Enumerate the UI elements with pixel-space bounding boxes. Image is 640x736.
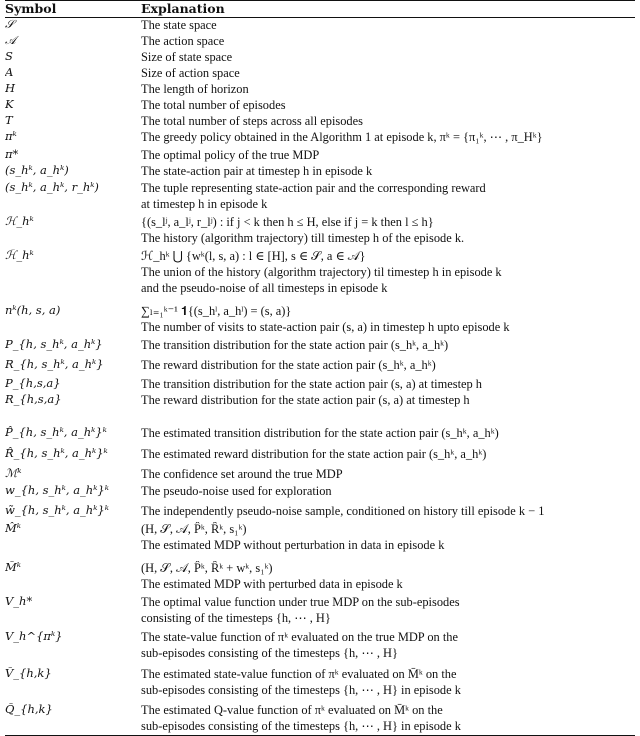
explanation-line: The history (algorithm trajectory) till timestep h of the episode k. <box>141 231 465 245</box>
explanation-line: The state-action pair at timestep h in episode k <box>141 164 373 178</box>
symbol-cell: V_h* <box>5 595 33 608</box>
symbol-cell: (s_hᵏ, a_hᵏ) <box>5 164 69 177</box>
symbol-cell: K <box>5 98 14 111</box>
explanation-line: The tuple representing state-action pair and the corresponding reward <box>141 181 486 195</box>
symbol-cell: 𝒜 <box>5 34 16 47</box>
symbol-cell: A <box>5 66 14 79</box>
symbol-cell: πᵏ <box>5 130 17 143</box>
symbol-cell: P_{h,s,a} <box>5 377 61 390</box>
symbol-cell: M̄ᵏ <box>5 561 21 574</box>
explanation-line: Size of action space <box>141 66 240 80</box>
explanation-line: The estimated transition distribution for the state action pair (s_hᵏ, a_hᵏ) <box>141 426 499 440</box>
symbol-cell: 𝒮 <box>5 18 14 31</box>
explanation-line: The estimated MDP without perturbation in data in episode k <box>141 538 445 552</box>
explanation-line: at timestep h in episode k <box>141 197 268 211</box>
explanation-line: {(s_lʲ, a_lʲ, r_lʲ) : if j < k then h ≤ H, else if j = k then l ≤ h} <box>141 215 434 229</box>
symbol-cell: V_h^{πᵏ} <box>5 630 63 643</box>
explanation-line: The transition distribution for the state action pair (s_hᵏ, a_hᵏ) <box>141 338 449 352</box>
explanation-line: The optimal policy of the true MDP <box>141 148 320 162</box>
symbol-cell: Q̄_{h,k} <box>5 703 53 716</box>
explanation-line: The confidence set around the true MDP <box>141 467 343 481</box>
explanation-line: The optimal value function under true MDP on the sub-episodes <box>141 595 460 609</box>
explanation-line: The number of visits to state-action pair (s, a) in timestep h upto episode k <box>141 320 510 334</box>
explanation-line: The estimated state-value function of πᵏ evaluated on M̄ᵏ on the <box>141 667 457 681</box>
header-explanation: Explanation <box>141 1 225 16</box>
symbol-cell: P̂_{h, s_hᵏ, a_hᵏ}ᵏ <box>5 426 107 439</box>
explanation-line: The total number of steps across all episodes <box>141 114 363 128</box>
symbol-cell: S <box>5 50 13 63</box>
symbol-cell: π* <box>5 148 19 161</box>
explanation-line: The state-value function of πᵏ evaluated on the true MDP on the <box>141 630 458 644</box>
explanation-line: The estimated reward distribution for the state action pair (s_hᵏ, a_hᵏ) <box>141 447 487 461</box>
explanation-line: The transition distribution for the state action pair (s, a) at timestep h <box>141 377 482 391</box>
explanation-line: Size of state space <box>141 50 233 64</box>
symbol-cell: R̂_{h, s_hᵏ, a_hᵏ}ᵏ <box>5 447 108 460</box>
explanation-line: (H, 𝒮, 𝒜, P̂ᵏ, R̂ᵏ + wᵏ, s₁ᵏ) <box>141 561 273 575</box>
symbol-cell: R_{h, s_hᵏ, a_hᵏ} <box>5 358 104 371</box>
explanation-line: The state space <box>141 18 217 32</box>
explanation-line: ∑ₗ₌₁ᵏ⁻¹ 𝟏{(s_hˡ, a_hˡ) = (s, a)} <box>141 304 292 318</box>
explanation-line: The length of horizon <box>141 82 249 96</box>
explanation-line: The estimated Q-value function of πᵏ evaluated on M̄ᵏ on the <box>141 703 443 717</box>
symbol-cell: nᵏ(h, s, a) <box>5 304 61 317</box>
explanation-line: The estimated MDP with perturbed data in episode k <box>141 577 403 591</box>
symbol-cell: R_{h,s,a} <box>5 393 62 406</box>
symbol-cell: (s_hᵏ, a_hᵏ, r_hᵏ) <box>5 181 99 194</box>
explanation-line: ℋ_hᵏ ⋃ {wᵏ(l, s, a) : l ∈ [H], s ∈ 𝒮, a ∈ 𝒜} <box>141 249 366 263</box>
table-top-rule <box>5 0 635 1</box>
explanation-line: consisting of the timesteps {h, ⋯ , H} <box>141 611 331 625</box>
explanation-line: sub-episodes consisting of the timesteps {h, ⋯ , H} in episode k <box>141 719 461 733</box>
explanation-line: and the pseudo-noise of all timesteps in episode k <box>141 281 388 295</box>
symbol-cell: ℋ̄_hᵏ <box>5 249 34 262</box>
explanation-line: sub-episodes consisting of the timesteps {h, ⋯ , H} <box>141 646 398 660</box>
explanation-line: The reward distribution for the state action pair (s_hᵏ, a_hᵏ) <box>141 358 436 372</box>
symbol-cell: w_{h, s_hᵏ, a_hᵏ}ᵏ <box>5 484 109 497</box>
explanation-line: (H, 𝒮, 𝒜, P̂ᵏ, R̂ᵏ, s₁ᵏ) <box>141 522 247 536</box>
symbol-cell: P_{h, s_hᵏ, a_hᵏ} <box>5 338 103 351</box>
symbol-cell: V̄_{h,k} <box>5 667 52 680</box>
explanation-line: The greedy policy obtained in the Algorithm 1 at episode k, πᵏ = {π₁ᵏ, ⋯ , π_Hᵏ} <box>141 130 543 144</box>
explanation-line: The action space <box>141 34 225 48</box>
explanation-line: The pseudo-noise used for exploration <box>141 484 332 498</box>
symbol-cell: M̂ᵏ <box>5 522 21 535</box>
explanation-line: The reward distribution for the state action pair (s, a) at timestep h <box>141 393 470 407</box>
explanation-line: The total number of episodes <box>141 98 286 112</box>
explanation-line: sub-episodes consisting of the timesteps {h, ⋯ , H} in episode k <box>141 683 461 697</box>
symbol-cell: w̃_{h, s_hᵏ, a_hᵏ}ᵏ <box>5 504 109 517</box>
symbol-cell: H <box>5 82 16 95</box>
symbol-cell: ℳᵏ <box>5 467 22 480</box>
explanation-line: The independently pseudo-noise sample, conditioned on history till episode k − 1 <box>141 504 545 518</box>
symbol-cell: ℋ_hᵏ <box>5 215 34 228</box>
header-symbol: Symbol <box>5 1 57 16</box>
explanation-line: The union of the history (algorithm trajectory) til timestep h in episode k <box>141 265 502 279</box>
symbol-cell: T <box>5 114 13 127</box>
